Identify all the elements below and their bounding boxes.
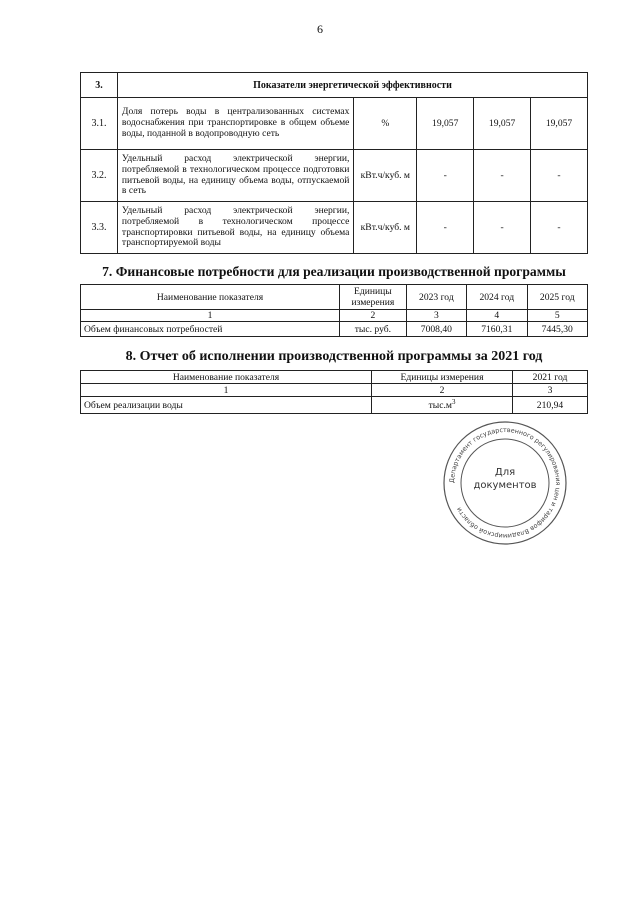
row-name: Объем реализации воды [81,397,372,414]
unit-superscript: 3 [451,398,456,407]
row-value-2024: - [474,150,531,202]
row-value-2024: 19,057 [474,98,531,150]
index-cell: 1 [81,310,340,322]
financial-needs-table [80,284,588,337]
row-value-2023: 19,057 [417,98,474,150]
row-description: Доля потерь воды в централизованных системах водоснабжения при транспортировке в общем объеме воды, поданной в водопроводную сеть [117,98,353,150]
row-value-2024: - [474,202,531,254]
header-year-2024: 2024 год [467,285,527,310]
row-unit: % [354,98,417,150]
row-value-2025: - [531,150,588,202]
table-row [81,98,588,150]
row-unit: кВт.ч/куб. м [354,150,417,202]
table-header-row [81,371,588,384]
header-year-2021: 2021 год [513,371,588,384]
header-year-2023: 2023 год [406,285,466,310]
index-cell: 5 [527,310,587,322]
stamp-ring-text: Департамент государственного регулирования цен и тарифов Владимирской области [447,425,563,541]
table-row [81,150,588,202]
row-value-2025: 7445,30 [527,322,587,337]
table-row [81,397,588,414]
row-value-2024: 7160,31 [467,322,527,337]
table-row [81,322,588,337]
table-index-row [81,310,588,322]
index-cell: 1 [81,384,372,397]
index-cell: 4 [467,310,527,322]
row-value-2023: 7008,40 [406,322,466,337]
page-number: 6 [317,22,323,36]
row-description: Удельный расход электрической энергии, потребляемой в технологическом процессе транспортировки питьевой воды, на единицу объема транспортируемой воды [117,202,353,254]
row-unit: тыс. руб. [340,322,407,337]
row-number: 3.2. [81,150,118,202]
program-report-heading: 8. Отчет об исполнении производственной программы за 2021 год [125,349,543,364]
index-cell: 3 [406,310,466,322]
row-value-2023: - [417,202,474,254]
header-unit: Единицы измерения [372,371,513,384]
section-title: Показатели энергетической эффективности [117,73,587,98]
stamp-line-1: Для [494,467,516,478]
row-name: Объем финансовых потребностей [81,322,340,337]
header-unit: Единицы измерения [340,285,407,310]
unit-text: тыс.м [428,400,452,412]
table-header-row [81,73,588,98]
row-description: Удельный расход электрической энергии, потребляемой в технологическом процессе подготовки питьевой воды, на единицу объема воды, отпускаемой в сеть [117,150,353,202]
row-value-2023: - [417,150,474,202]
index-cell: 3 [513,384,588,397]
header-name: Наименование показателя [81,371,372,384]
row-unit: кВт.ч/куб. м [354,202,417,254]
index-cell: 2 [340,310,407,322]
energy-efficiency-table [80,72,588,254]
stamp-center-text [442,466,568,492]
header-name: Наименование показателя [81,285,340,310]
table-row [81,202,588,254]
program-report-table [80,370,588,414]
header-year-2025: 2025 год [527,285,587,310]
row-number: 3.3. [81,202,118,254]
section-number: 3. [81,73,118,98]
row-number: 3.1. [81,98,118,150]
table-index-row [81,384,588,397]
row-unit [372,397,513,414]
row-value-2025: - [531,202,588,254]
table-header-row [81,285,588,310]
row-value-2025: 19,057 [531,98,588,150]
stamp-line-2: документов [473,480,537,491]
index-cell: 2 [372,384,513,397]
official-stamp [442,420,568,546]
financial-needs-heading: 7. Финансовые потребности для реализации производственной программы [102,264,566,279]
row-value-2021: 210,94 [513,397,588,414]
